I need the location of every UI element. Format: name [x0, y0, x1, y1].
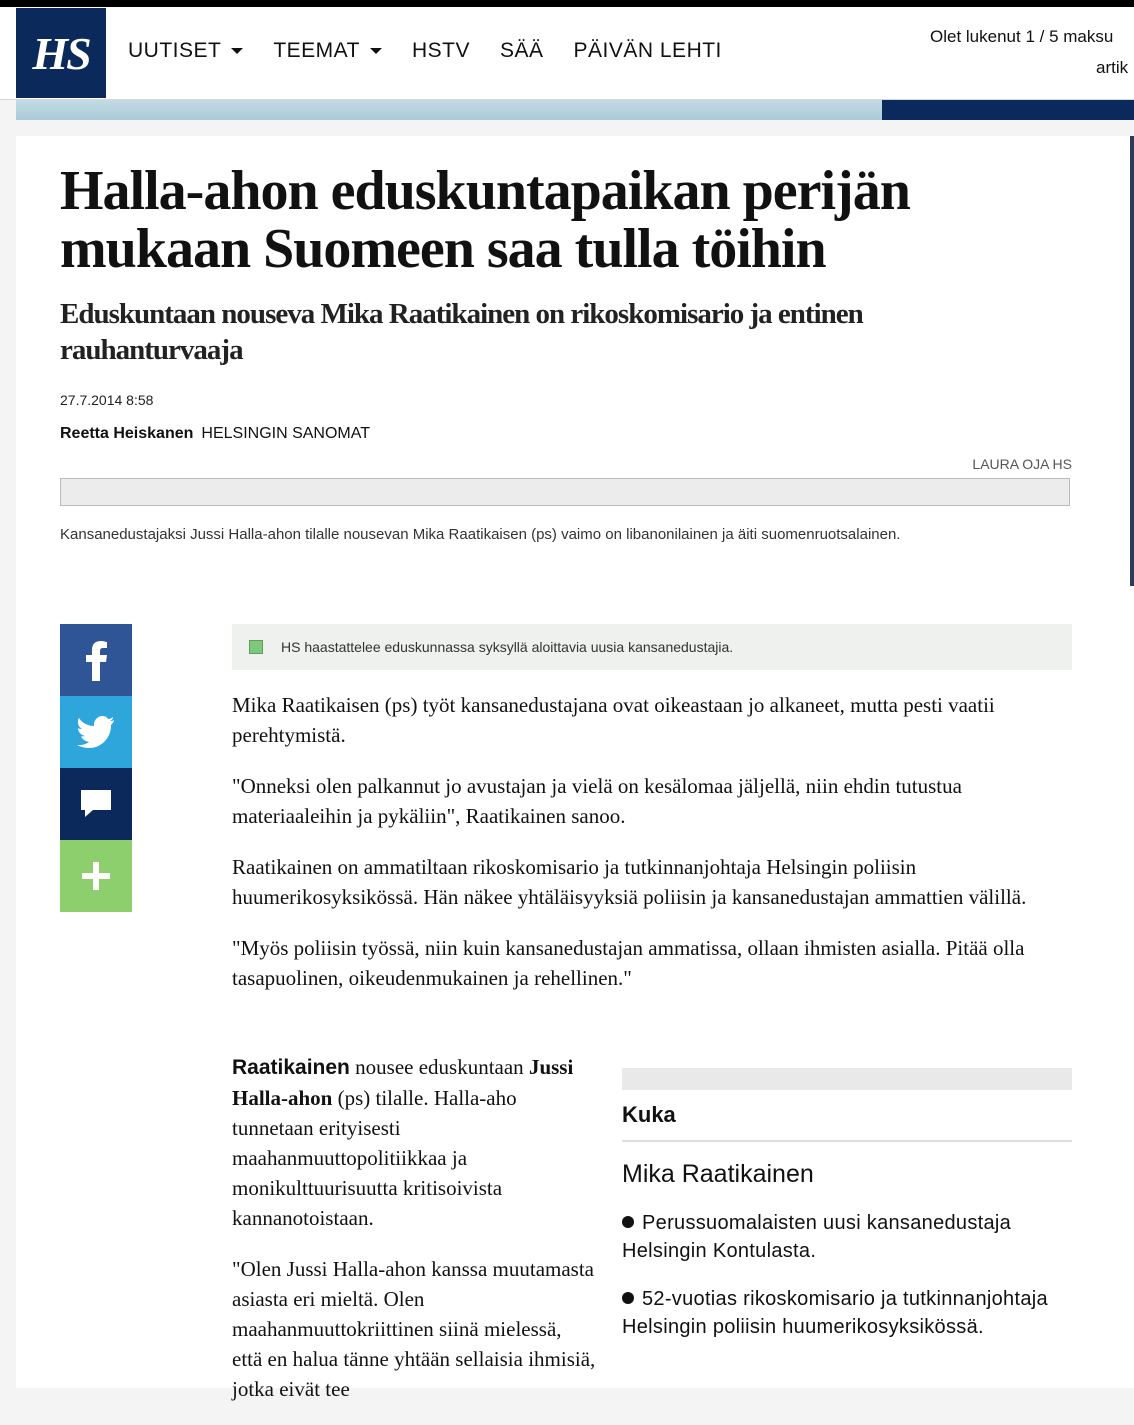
- green-square-icon: [249, 640, 263, 654]
- factbox: [622, 1068, 1072, 1361]
- text: (ps) tilalle. Halla-aho tunnetaan erityisesti maahanmuuttopolitiikkaa ja monikulttuurisuutta kritisoivista kannanotoistaan.: [232, 1086, 517, 1230]
- factbox-item-text: Perussuomalaisten uusi kansanedustaja Helsingin Kontulasta.: [622, 1212, 1012, 1262]
- comment-icon: [79, 788, 113, 820]
- comment-button[interactable]: [60, 768, 132, 840]
- factbox-item-text: 52-vuotias rikoskomisario ja tutkinnanjohtaja Helsingin poliisin huumerikosyksikössä.: [622, 1288, 1048, 1338]
- article-body-column: [232, 1052, 597, 1425]
- factbox-name: Mika Raatikainen: [622, 1160, 814, 1188]
- bold-name: Raatikainen: [232, 1056, 350, 1079]
- paragraph: "Myös poliisin työssä, niin kuin kansanedustajan ammatissa, ollaan ihmisten asialla. Pitää olla tasapuolinen, oikeudenmukainen ja rehellinen.": [232, 936, 1025, 990]
- nav-uutiset[interactable]: [128, 39, 243, 63]
- nav-teemat[interactable]: [273, 39, 382, 63]
- top-black-bar: [0, 0, 1134, 7]
- author-name[interactable]: Reetta Heiskanen: [60, 425, 194, 442]
- side-ad-edge: [1130, 136, 1134, 586]
- bold-name: Jussi Halla-ahon: [232, 1055, 574, 1110]
- header-banner-dark: [882, 100, 1134, 120]
- nav-saa[interactable]: SÄÄ: [499, 39, 544, 62]
- paragraph: Raatikainen on ammatiltaan rikoskomisario ja tutkinnanjohtaja Helsingin poliisin huumerikosyksikössä. Hän näkee yhtäläisyyksiä poliisin ja kansanedustajan ammattien välillä.: [232, 855, 1027, 909]
- article-meter-line2: artik: [1096, 58, 1129, 77]
- article-body: [232, 690, 1072, 1014]
- article-subtitle: Eduskuntaan nouseva Mika Raatikainen on rikoskomisario ja entinen rauhanturvaaja: [60, 298, 863, 366]
- plus-icon: [82, 862, 110, 890]
- nav-label: TEEMAT: [273, 39, 360, 62]
- nav-label: UUTISET: [128, 39, 222, 62]
- byline: [60, 425, 370, 443]
- factbox-topbar: [622, 1068, 1072, 1090]
- text: nousee eduskuntaan: [349, 1055, 529, 1079]
- nav-paivan-lehti[interactable]: PÄIVÄN LEHTI: [573, 39, 722, 62]
- article-meter: Olet lukenut 1 / 5 maksu: [930, 27, 1114, 46]
- publication-name: HELSINGIN SANOMAT: [201, 425, 371, 442]
- facebook-icon: [81, 639, 111, 681]
- factbox-title: Kuka: [622, 1090, 1072, 1142]
- article-image: [60, 478, 1070, 506]
- more-share-button[interactable]: [60, 840, 132, 912]
- hs-logo[interactable]: HS: [16, 8, 106, 98]
- paragraph: Mika Raatikaisen (ps) työt kansanedustajana ovat oikeastaan jo alkaneet, mutta pesti vaatii perehtymistä.: [232, 693, 995, 747]
- factbox-item: [622, 1285, 1072, 1341]
- nav-hstv[interactable]: HSTV: [411, 39, 470, 62]
- twitter-share-button[interactable]: [60, 696, 132, 768]
- paragraph: "Olen Jussi Halla-ahon kanssa muutamasta asiasta eri mieltä. Olen maahanmuuttokriittinen siinä mielessä, että en halua tänne yhtään sellaisia ihmisiä, jotka eivät tee: [232, 1257, 596, 1401]
- site-header: [0, 7, 1134, 100]
- series-notice: [232, 624, 1072, 670]
- chevron-down-icon: [370, 48, 382, 54]
- paragraph: "Onneksi olen palkannut jo avustajan ja vielä on kesälomaa jäljellä, niin ehdin tutustua materiaaleihin ja pykäliin", Raatikainen sanoo.: [232, 774, 962, 828]
- bullet-icon: [622, 1216, 634, 1228]
- paragraph: [232, 1052, 597, 1233]
- share-bar: [60, 624, 132, 912]
- twitter-icon: [77, 716, 115, 748]
- article-title: Halla-ahon eduskuntapaikan perijän mukaan Suomeen saa tulla töihin: [60, 160, 910, 280]
- facebook-share-button[interactable]: [60, 624, 132, 696]
- photo-credit: LAURA OJA HS: [972, 456, 1072, 472]
- main-nav: [128, 39, 722, 63]
- image-caption: Kansanedustajaksi Jussi Halla-ahon tilalle nousevan Mika Raatikaisen (ps) vaimo on libanonilainen ja äiti suomenruotsalainen.: [60, 526, 901, 543]
- bullet-icon: [622, 1292, 634, 1304]
- header-banner-strip: [16, 100, 882, 120]
- chevron-down-icon: [231, 48, 243, 54]
- factbox-item: [622, 1209, 1072, 1265]
- article-date: 27.7.2014 8:58: [60, 392, 154, 408]
- notice-text: HS haastattelee eduskunnassa syksyllä aloittavia uusia kansanedustajia.: [281, 639, 734, 655]
